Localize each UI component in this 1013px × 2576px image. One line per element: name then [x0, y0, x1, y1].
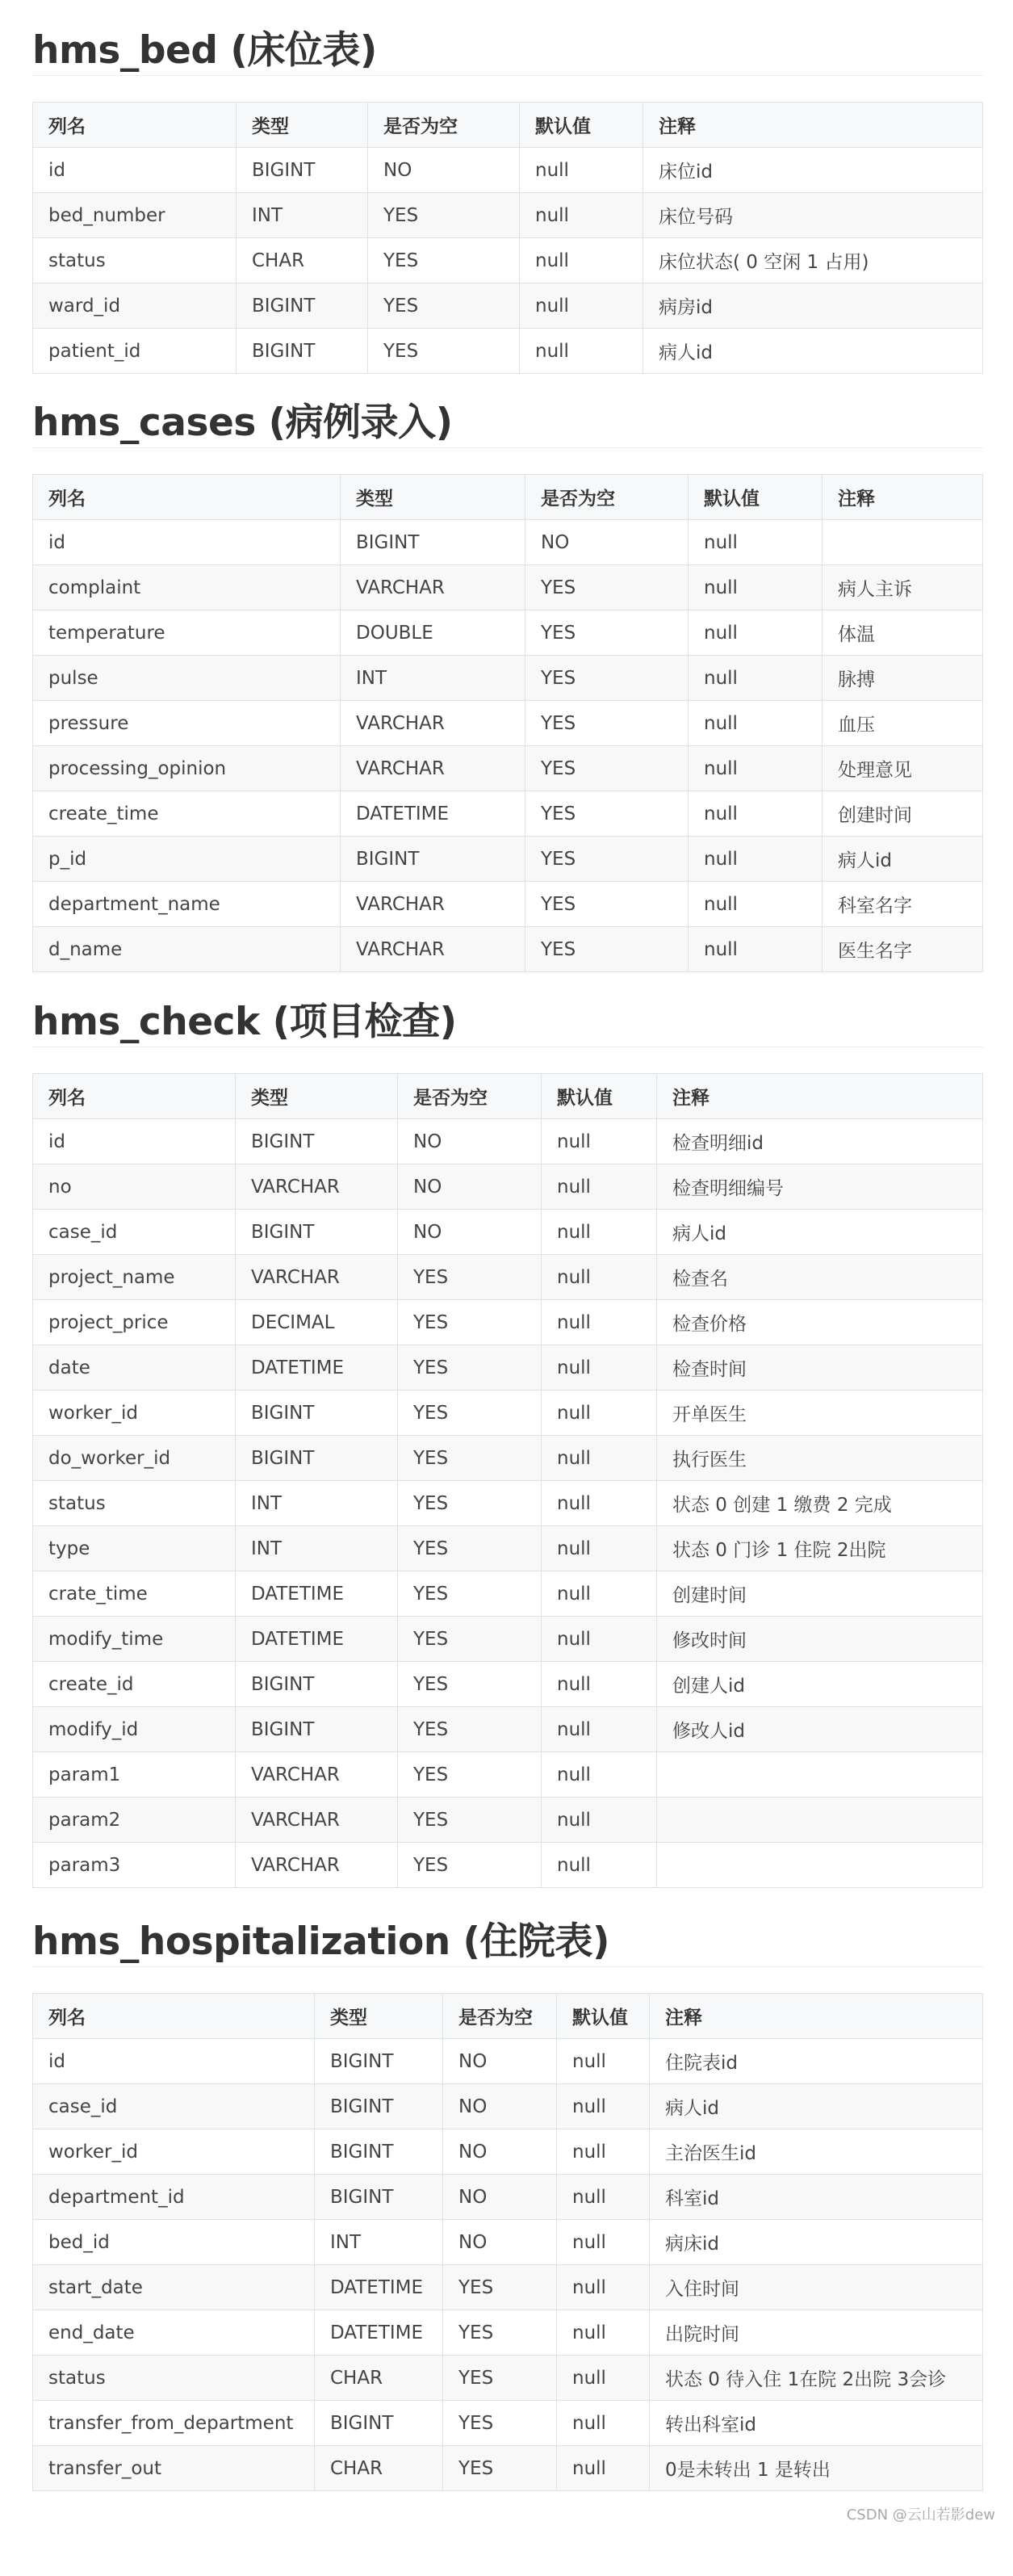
table-row	[33, 927, 983, 972]
table-cell: YES	[525, 656, 689, 701]
column-header: 是否为空	[525, 475, 689, 520]
table-header-row	[33, 475, 983, 520]
table-cell: null	[689, 656, 823, 701]
table-cell: 医生名字	[823, 927, 983, 972]
table-cell: 检查时间	[657, 1345, 983, 1391]
table-cell: YES	[398, 1391, 542, 1436]
table-cell: INT	[341, 656, 525, 701]
table-row	[33, 610, 983, 656]
table-cell: 创建人id	[657, 1662, 983, 1707]
table-cell: BIGINT	[236, 1210, 398, 1255]
table-cell: create_time	[33, 791, 341, 837]
watermark: CSDN @云山若影dew	[846, 2507, 995, 2524]
table-row	[33, 2175, 983, 2220]
table-cell: BIGINT	[315, 2175, 443, 2220]
table-cell: complaint	[33, 565, 341, 610]
section-hms-cases	[32, 398, 983, 972]
table-row	[33, 2084, 983, 2129]
table-cell: YES	[398, 1617, 542, 1662]
table-cell: bed_id	[33, 2220, 315, 2265]
table-cell: CHAR	[315, 2356, 443, 2401]
table-cell: VARCHAR	[236, 1164, 398, 1210]
table-cell: null	[520, 193, 643, 238]
table-cell: param1	[33, 1752, 236, 1798]
table-row	[33, 1119, 983, 1164]
table-cell: CHAR	[237, 238, 368, 283]
table-cell: null	[542, 1119, 657, 1164]
table-cell: 科室名字	[823, 882, 983, 927]
table-cell: null	[520, 283, 643, 329]
table-row	[33, 882, 983, 927]
table-row	[33, 1707, 983, 1752]
table-row	[33, 2446, 983, 2491]
table-cell: null	[542, 1436, 657, 1481]
table-cell: id	[33, 520, 341, 565]
table-row	[33, 2401, 983, 2446]
table-row	[33, 1843, 983, 1888]
table-cell: null	[542, 1210, 657, 1255]
table-cell: 病人id	[643, 329, 983, 374]
schema-table	[32, 1993, 983, 2491]
table-cell: YES	[368, 193, 520, 238]
table-cell: BIGINT	[341, 520, 525, 565]
table-row	[33, 238, 983, 283]
table-row	[33, 329, 983, 374]
table-cell: end_date	[33, 2310, 315, 2356]
table-row	[33, 1345, 983, 1391]
table-cell: VARCHAR	[341, 746, 525, 791]
column-header: 注释	[643, 103, 983, 148]
table-cell: YES	[525, 746, 689, 791]
table-cell: ward_id	[33, 283, 237, 329]
table-row	[33, 1571, 983, 1617]
table-cell: pressure	[33, 701, 341, 746]
table-cell: department_id	[33, 2175, 315, 2220]
table-cell: null	[557, 2446, 650, 2491]
section-title: hms_hospitalization (住院表)	[32, 1917, 983, 1967]
table-header-row	[33, 1074, 983, 1119]
column-header: 列名	[33, 475, 341, 520]
table-cell	[657, 1752, 983, 1798]
table-row	[33, 1752, 983, 1798]
table-cell: 病房id	[643, 283, 983, 329]
table-cell: 住院表id	[650, 2039, 983, 2084]
table-cell: null	[557, 2310, 650, 2356]
table-cell: null	[542, 1300, 657, 1345]
table-row	[33, 148, 983, 193]
table-cell: 检查名	[657, 1255, 983, 1300]
table-cell: 病床id	[650, 2220, 983, 2265]
table-cell: INT	[237, 193, 368, 238]
column-header: 默认值	[557, 1994, 650, 2039]
section-hms-bed	[32, 26, 983, 374]
table-cell: null	[542, 1798, 657, 1843]
table-cell: DATETIME	[236, 1617, 398, 1662]
table-cell: 处理意见	[823, 746, 983, 791]
column-header: 是否为空	[368, 103, 520, 148]
table-row	[33, 1617, 983, 1662]
table-cell	[823, 520, 983, 565]
table-cell: INT	[236, 1481, 398, 1526]
table-cell: BIGINT	[341, 837, 525, 882]
table-cell: YES	[525, 882, 689, 927]
table-cell: null	[542, 1345, 657, 1391]
table-cell: BIGINT	[236, 1662, 398, 1707]
table-cell: null	[689, 791, 823, 837]
table-cell: BIGINT	[236, 1391, 398, 1436]
column-header: 类型	[237, 103, 368, 148]
table-cell: do_worker_id	[33, 1436, 236, 1481]
table-cell: create_id	[33, 1662, 236, 1707]
table-cell: processing_opinion	[33, 746, 341, 791]
table-cell: 状态 0 待入住 1在院 2出院 3会诊	[650, 2356, 983, 2401]
table-cell: 转出科室id	[650, 2401, 983, 2446]
table-cell: BIGINT	[237, 148, 368, 193]
section-hms-hospitalization	[32, 1917, 983, 2491]
table-cell: DATETIME	[236, 1571, 398, 1617]
table-row	[33, 837, 983, 882]
table-cell: NO	[443, 2129, 557, 2175]
column-header: 默认值	[520, 103, 643, 148]
table-cell: bed_number	[33, 193, 237, 238]
table-cell: 检查价格	[657, 1300, 983, 1345]
table-cell: BIGINT	[315, 2039, 443, 2084]
table-cell: 血压	[823, 701, 983, 746]
table-cell: null	[520, 329, 643, 374]
table-cell: YES	[398, 1345, 542, 1391]
table-cell: YES	[398, 1843, 542, 1888]
section-title: hms_bed (床位表)	[32, 26, 983, 76]
table-cell	[657, 1843, 983, 1888]
table-cell: id	[33, 148, 237, 193]
table-cell: null	[542, 1617, 657, 1662]
table-cell: YES	[398, 1255, 542, 1300]
table-cell: NO	[398, 1164, 542, 1210]
table-cell: CHAR	[315, 2446, 443, 2491]
table-cell: 检查明细编号	[657, 1164, 983, 1210]
table-cell: 状态 0 创建 1 缴费 2 完成	[657, 1481, 983, 1526]
table-cell: YES	[398, 1798, 542, 1843]
table-cell: status	[33, 238, 237, 283]
table-row	[33, 520, 983, 565]
table-cell: null	[557, 2220, 650, 2265]
table-row	[33, 1526, 983, 1571]
table-row	[33, 2265, 983, 2310]
table-cell: d_name	[33, 927, 341, 972]
table-cell: modify_id	[33, 1707, 236, 1752]
table-cell: 0是未转出 1 是转出	[650, 2446, 983, 2491]
table-cell: NO	[443, 2175, 557, 2220]
table-cell: case_id	[33, 1210, 236, 1255]
table-cell: id	[33, 1119, 236, 1164]
column-header: 注释	[657, 1074, 983, 1119]
table-cell: YES	[398, 1300, 542, 1345]
table-cell: 病人id	[657, 1210, 983, 1255]
table-row	[33, 1164, 983, 1210]
table-cell: YES	[525, 701, 689, 746]
table-cell: DATETIME	[315, 2265, 443, 2310]
table-cell: worker_id	[33, 1391, 236, 1436]
table-cell: null	[689, 927, 823, 972]
table-cell: worker_id	[33, 2129, 315, 2175]
table-cell: YES	[443, 2310, 557, 2356]
table-header-row	[33, 1994, 983, 2039]
table-cell: null	[542, 1707, 657, 1752]
table-cell: transfer_out	[33, 2446, 315, 2491]
table-cell: 执行医生	[657, 1436, 983, 1481]
table-cell: null	[557, 2084, 650, 2129]
table-cell: 病人id	[823, 837, 983, 882]
table-cell: DATETIME	[315, 2310, 443, 2356]
column-header: 列名	[33, 103, 237, 148]
table-row	[33, 791, 983, 837]
table-cell: null	[689, 837, 823, 882]
table-cell: null	[542, 1255, 657, 1300]
table-cell: 开单医生	[657, 1391, 983, 1436]
table-cell: YES	[368, 283, 520, 329]
table-cell: YES	[525, 791, 689, 837]
table-cell: VARCHAR	[341, 565, 525, 610]
table-row	[33, 1210, 983, 1255]
table-cell: NO	[398, 1210, 542, 1255]
table-cell: no	[33, 1164, 236, 1210]
table-cell: 检查明细id	[657, 1119, 983, 1164]
table-cell: DECIMAL	[236, 1300, 398, 1345]
table-cell: BIGINT	[315, 2084, 443, 2129]
table-row	[33, 656, 983, 701]
table-cell: status	[33, 2356, 315, 2401]
table-cell: YES	[368, 238, 520, 283]
table-cell: YES	[398, 1571, 542, 1617]
table-cell: crate_time	[33, 1571, 236, 1617]
table-row	[33, 193, 983, 238]
table-cell: department_name	[33, 882, 341, 927]
table-cell: 创建时间	[823, 791, 983, 837]
table-cell: null	[542, 1662, 657, 1707]
table-cell: 体温	[823, 610, 983, 656]
table-row	[33, 2129, 983, 2175]
table-row	[33, 2356, 983, 2401]
table-cell: param3	[33, 1843, 236, 1888]
table-cell: YES	[398, 1526, 542, 1571]
table-cell: null	[542, 1481, 657, 1526]
table-cell: project_name	[33, 1255, 236, 1300]
table-cell: INT	[315, 2220, 443, 2265]
table-cell: VARCHAR	[341, 882, 525, 927]
table-cell: null	[557, 2265, 650, 2310]
table-cell: VARCHAR	[236, 1752, 398, 1798]
table-cell: null	[689, 610, 823, 656]
table-cell: null	[542, 1164, 657, 1210]
table-cell: YES	[525, 837, 689, 882]
table-cell: VARCHAR	[341, 701, 525, 746]
column-header: 是否为空	[398, 1074, 542, 1119]
table-cell: 床位状态( 0 空闲 1 占用)	[643, 238, 983, 283]
table-cell: YES	[525, 565, 689, 610]
table-cell: null	[557, 2175, 650, 2220]
table-cell: YES	[398, 1481, 542, 1526]
table-cell: BIGINT	[315, 2129, 443, 2175]
table-cell: null	[689, 565, 823, 610]
table-cell: BIGINT	[236, 1436, 398, 1481]
table-cell: null	[689, 520, 823, 565]
table-cell: VARCHAR	[236, 1798, 398, 1843]
column-header: 列名	[33, 1074, 236, 1119]
table-cell: 状态 0 门诊 1 住院 2出院	[657, 1526, 983, 1571]
table-cell: YES	[525, 610, 689, 656]
table-cell: date	[33, 1345, 236, 1391]
table-cell: VARCHAR	[341, 927, 525, 972]
table-cell: 脉搏	[823, 656, 983, 701]
table-cell: BIGINT	[237, 329, 368, 374]
table-row	[33, 1798, 983, 1843]
table-cell: YES	[443, 2356, 557, 2401]
table-cell: param2	[33, 1798, 236, 1843]
table-header-row	[33, 103, 983, 148]
table-cell: p_id	[33, 837, 341, 882]
table-cell: BIGINT	[236, 1119, 398, 1164]
table-cell: YES	[398, 1707, 542, 1752]
table-cell: null	[689, 882, 823, 927]
table-cell: null	[557, 2356, 650, 2401]
table-cell: id	[33, 2039, 315, 2084]
table-cell: NO	[443, 2084, 557, 2129]
table-cell: null	[520, 238, 643, 283]
table-cell: YES	[443, 2446, 557, 2491]
table-cell	[657, 1798, 983, 1843]
table-cell: BIGINT	[236, 1707, 398, 1752]
table-cell: YES	[443, 2401, 557, 2446]
table-cell: start_date	[33, 2265, 315, 2310]
table-cell: status	[33, 1481, 236, 1526]
table-cell: case_id	[33, 2084, 315, 2129]
table-cell: NO	[368, 148, 520, 193]
table-cell: YES	[525, 927, 689, 972]
table-cell: 修改时间	[657, 1617, 983, 1662]
table-row	[33, 1481, 983, 1526]
table-row	[33, 1391, 983, 1436]
table-cell: patient_id	[33, 329, 237, 374]
column-header: 注释	[650, 1994, 983, 2039]
table-cell: type	[33, 1526, 236, 1571]
table-cell: transfer_from_department	[33, 2401, 315, 2446]
table-cell: null	[542, 1752, 657, 1798]
table-cell: modify_time	[33, 1617, 236, 1662]
table-cell: null	[542, 1843, 657, 1888]
table-cell: YES	[398, 1752, 542, 1798]
table-row	[33, 2310, 983, 2356]
table-cell: YES	[398, 1662, 542, 1707]
table-cell: DOUBLE	[341, 610, 525, 656]
table-cell: null	[520, 148, 643, 193]
section-hms-check	[32, 997, 983, 1888]
table-cell: 病人主诉	[823, 565, 983, 610]
column-header: 默认值	[689, 475, 823, 520]
column-header: 列名	[33, 1994, 315, 2039]
table-row	[33, 283, 983, 329]
table-cell: null	[542, 1391, 657, 1436]
table-cell: BIGINT	[315, 2401, 443, 2446]
table-cell: null	[689, 746, 823, 791]
column-header: 是否为空	[443, 1994, 557, 2039]
column-header: 类型	[315, 1994, 443, 2039]
table-cell: null	[557, 2401, 650, 2446]
table-cell: YES	[398, 1436, 542, 1481]
table-cell: null	[557, 2129, 650, 2175]
table-row	[33, 1662, 983, 1707]
table-row	[33, 701, 983, 746]
table-cell: 病人id	[650, 2084, 983, 2129]
table-row	[33, 1255, 983, 1300]
table-cell: BIGINT	[237, 283, 368, 329]
table-cell: 创建时间	[657, 1571, 983, 1617]
column-header: 注释	[823, 475, 983, 520]
table-cell: INT	[236, 1526, 398, 1571]
table-cell: YES	[443, 2265, 557, 2310]
table-cell: DATETIME	[341, 791, 525, 837]
table-cell: NO	[398, 1119, 542, 1164]
table-row	[33, 2039, 983, 2084]
table-row	[33, 1300, 983, 1345]
table-cell: NO	[443, 2039, 557, 2084]
table-cell: VARCHAR	[236, 1843, 398, 1888]
table-cell: null	[542, 1571, 657, 1617]
table-row	[33, 746, 983, 791]
column-header: 默认值	[542, 1074, 657, 1119]
table-cell: 入住时间	[650, 2265, 983, 2310]
table-cell: temperature	[33, 610, 341, 656]
table-row	[33, 565, 983, 610]
table-cell: null	[542, 1526, 657, 1571]
table-cell: DATETIME	[236, 1345, 398, 1391]
table-cell: 主治医生id	[650, 2129, 983, 2175]
column-header: 类型	[341, 475, 525, 520]
schema-table	[32, 1073, 983, 1888]
schema-table	[32, 474, 983, 972]
table-cell: 床位号码	[643, 193, 983, 238]
table-cell: 修改人id	[657, 1707, 983, 1752]
table-cell: 床位id	[643, 148, 983, 193]
table-row	[33, 1436, 983, 1481]
table-cell: NO	[525, 520, 689, 565]
table-cell: 出院时间	[650, 2310, 983, 2356]
table-cell: 科室id	[650, 2175, 983, 2220]
column-header: 类型	[236, 1074, 398, 1119]
section-title: hms_check (项目检查)	[32, 997, 983, 1047]
schema-table	[32, 102, 983, 374]
table-cell: null	[689, 701, 823, 746]
table-cell: pulse	[33, 656, 341, 701]
table-cell: YES	[368, 329, 520, 374]
table-cell: VARCHAR	[236, 1255, 398, 1300]
table-cell: NO	[443, 2220, 557, 2265]
table-cell: null	[557, 2039, 650, 2084]
table-row	[33, 2220, 983, 2265]
section-title: hms_cases (病例录入)	[32, 398, 983, 448]
table-cell: project_price	[33, 1300, 236, 1345]
